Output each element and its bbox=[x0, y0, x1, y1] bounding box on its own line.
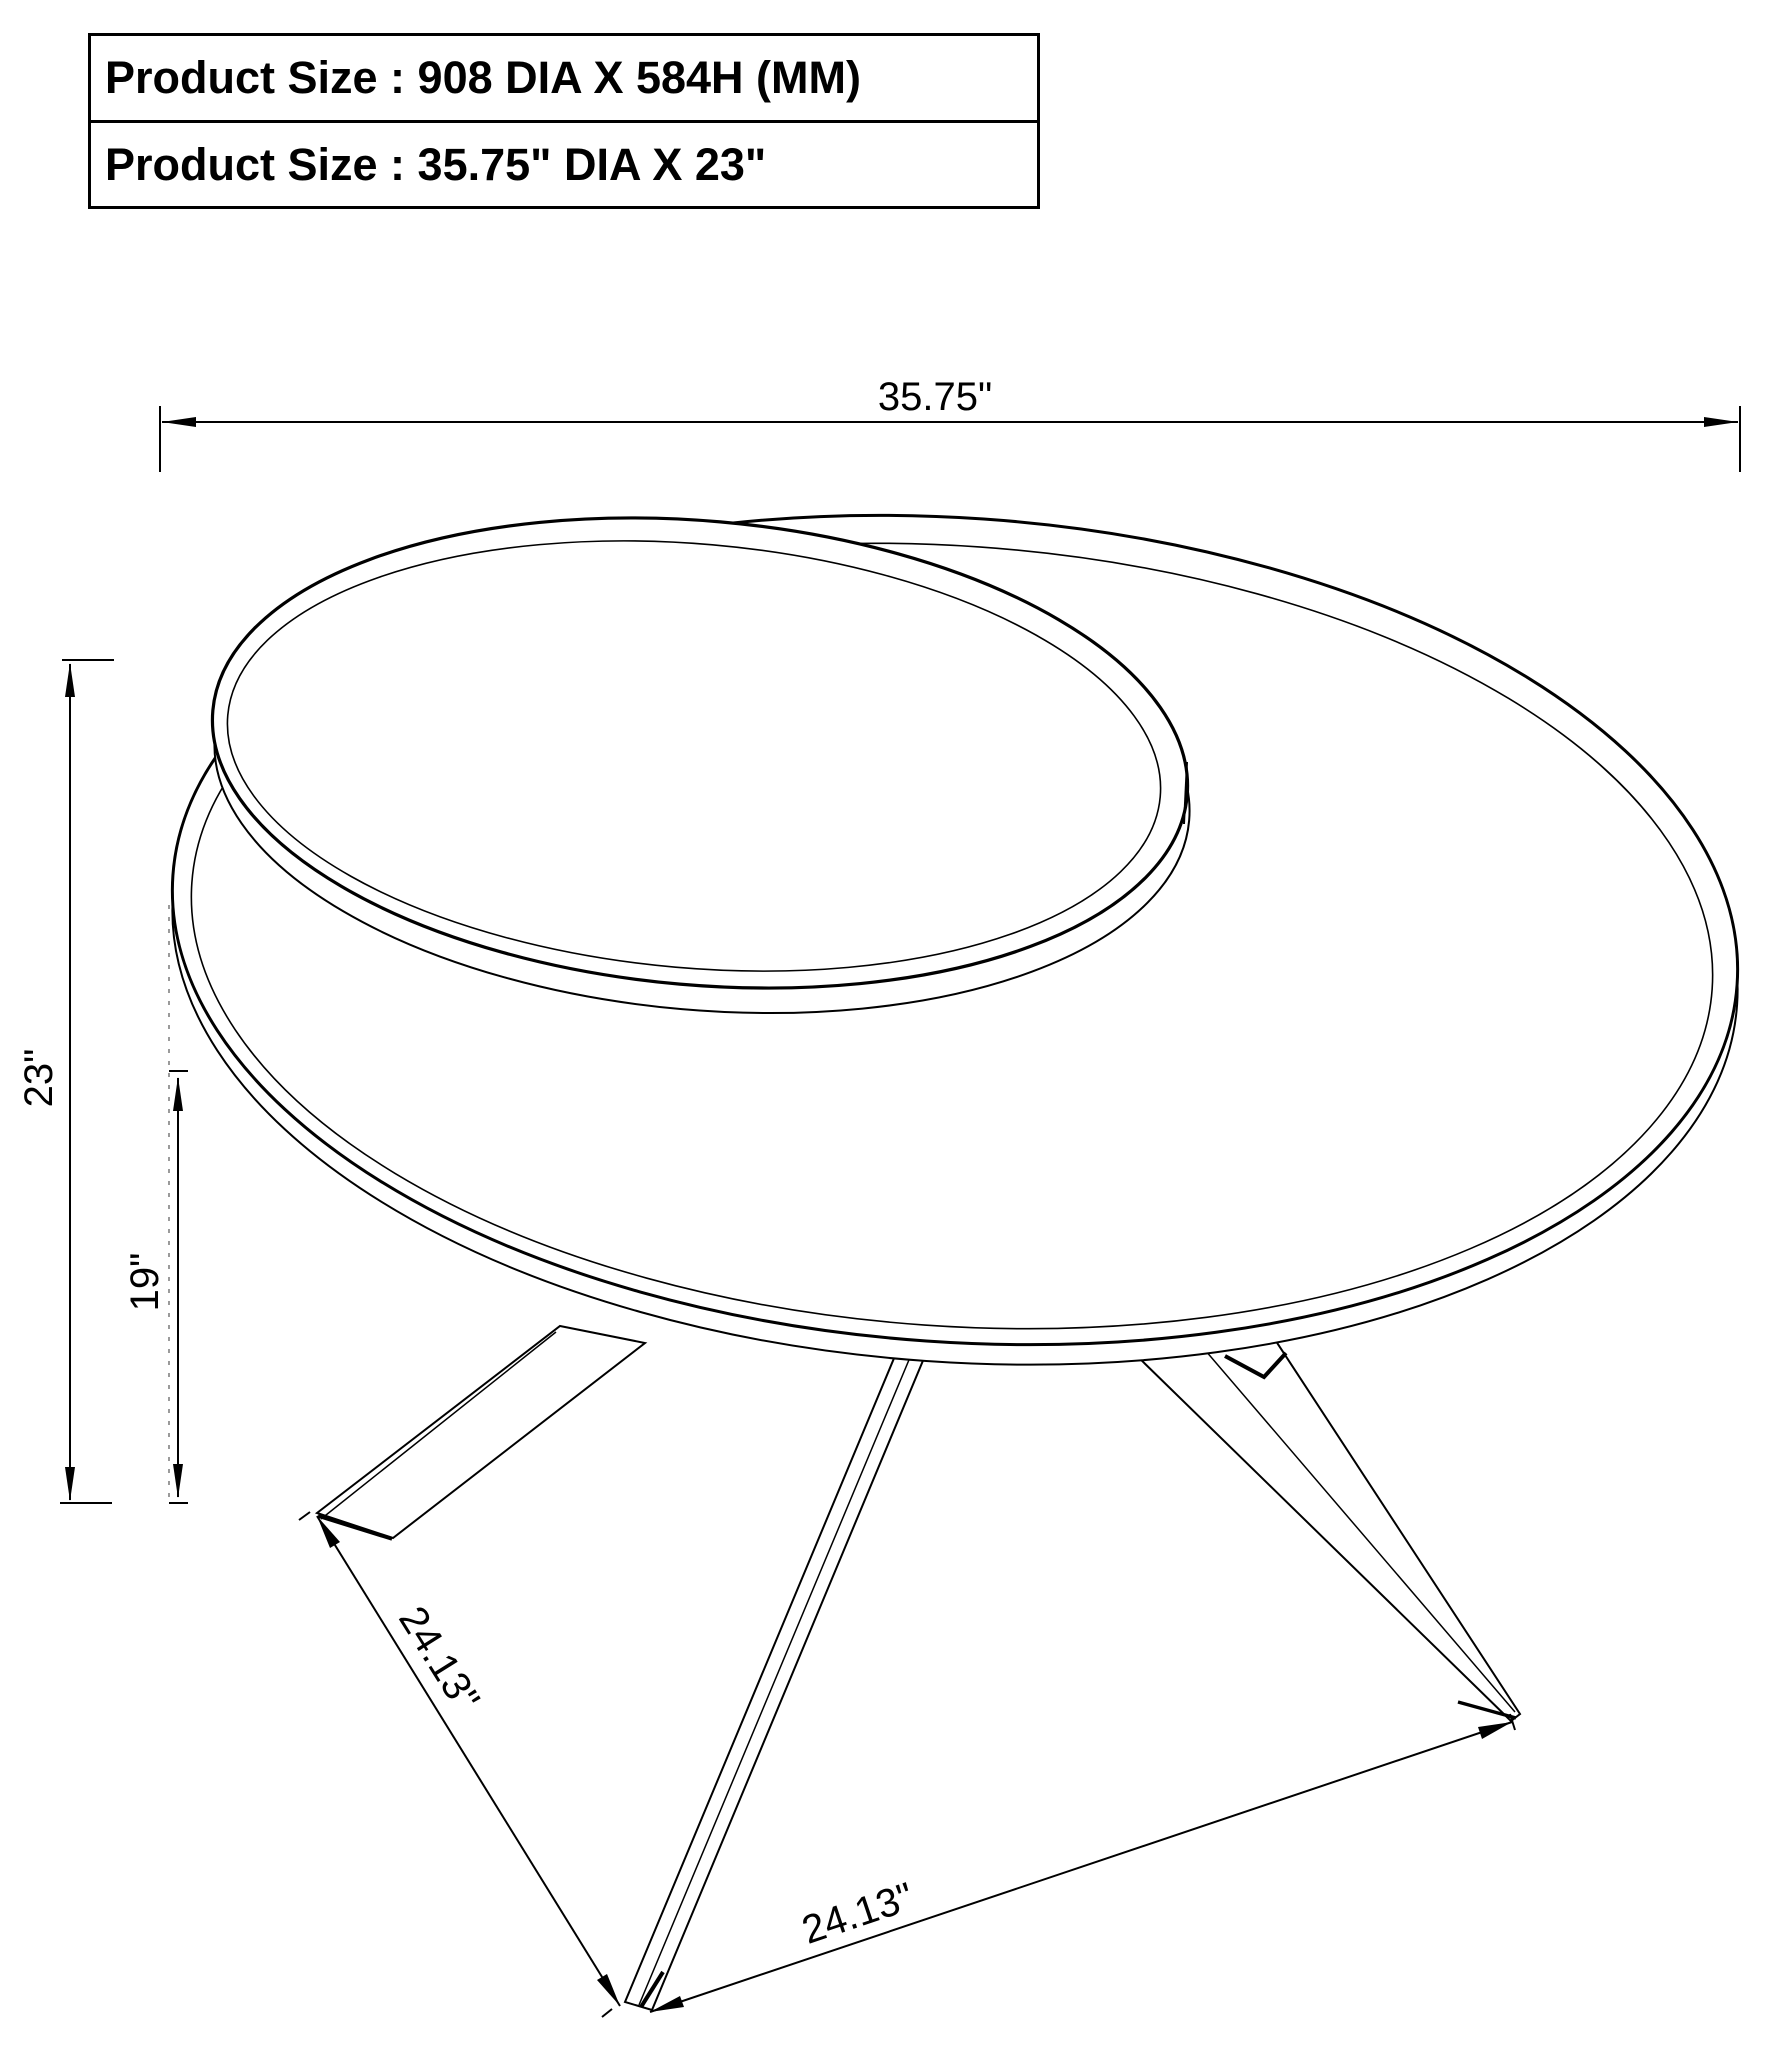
dimension-label-top-width: 35.75" bbox=[877, 375, 993, 419]
leg-right-top-face-line bbox=[1205, 1350, 1515, 1712]
arrowhead-right bbox=[1704, 417, 1738, 427]
dimension-line bbox=[317, 1516, 620, 2006]
arrowhead-left bbox=[162, 417, 196, 427]
product-size-row-inch: Product Size : 35.75" DIA X 23" bbox=[91, 120, 1037, 206]
leg-right bbox=[1135, 1332, 1520, 1721]
dimension-leg-span-diagonal bbox=[299, 1512, 620, 2017]
table-legs bbox=[317, 1320, 1520, 2010]
arrowhead-up bbox=[173, 1077, 183, 1111]
arrowhead-end bbox=[1478, 1722, 1512, 1739]
extension-tick bbox=[602, 2009, 612, 2017]
dimension-overall-height bbox=[17, 660, 114, 1503]
arrowhead-end bbox=[597, 1974, 620, 2006]
product-size-title-block bbox=[88, 33, 1040, 209]
dimension-underside-height bbox=[123, 905, 188, 1503]
leg-back-left bbox=[317, 1326, 645, 1538]
extension-tick bbox=[299, 1512, 310, 1520]
arrowhead-up bbox=[65, 663, 75, 697]
arrowhead-down bbox=[173, 1464, 183, 1498]
dimension-label-overall-height: 23" bbox=[17, 1048, 61, 1108]
product-size-row-mm: Product Size : 908 DIA X 584H (MM) bbox=[105, 52, 861, 103]
dimension-leg-span-bottom bbox=[650, 1714, 1515, 2012]
dimension-line bbox=[650, 1722, 1512, 2012]
dimension-label-leg-span-bottom: 24.13" bbox=[796, 1874, 920, 1953]
dimension-label-leg-span-diagonal: 24.13" bbox=[390, 1598, 488, 1720]
arrowhead-down bbox=[65, 1467, 75, 1501]
dimension-top-width bbox=[160, 375, 1740, 472]
dimension-label-underside-height: 19" bbox=[123, 1252, 167, 1312]
